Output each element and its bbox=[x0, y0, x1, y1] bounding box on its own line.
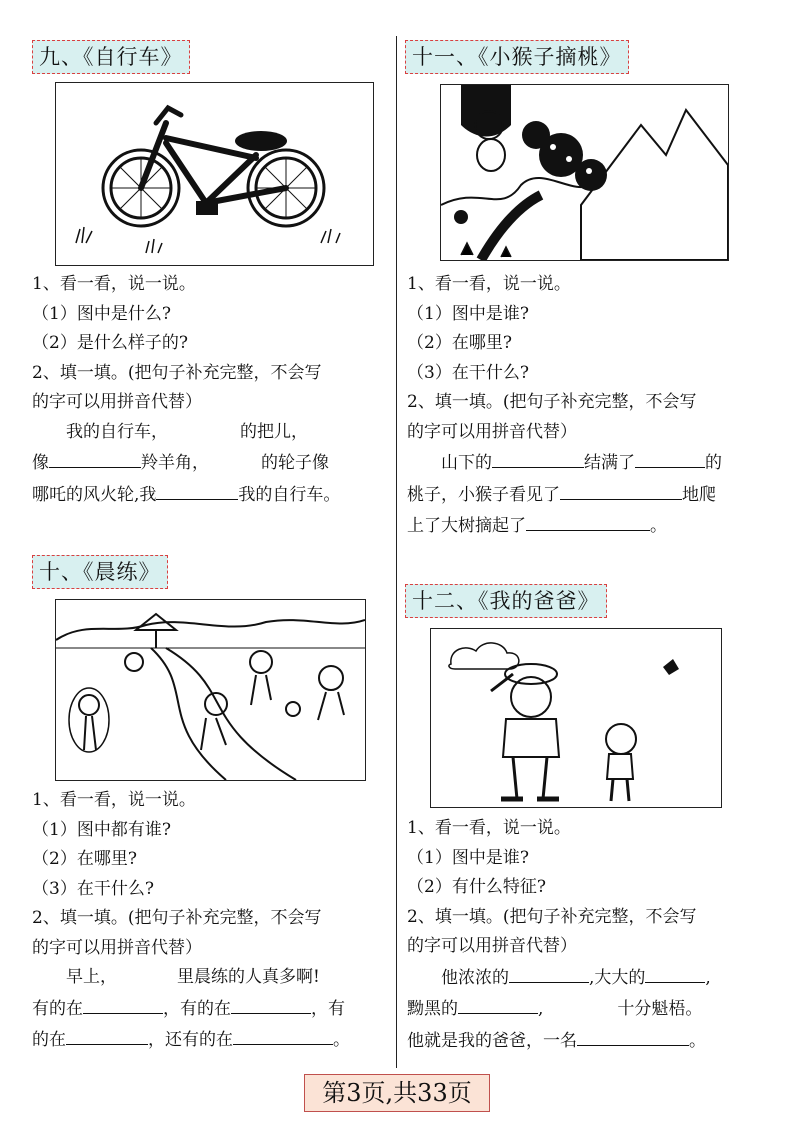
instruction-line: 2、填一填。(把句子补充完整，不会写 bbox=[407, 392, 697, 412]
fill-text: 早上， bbox=[66, 967, 117, 987]
section-morning-exercise-text bbox=[32, 786, 350, 1056]
section-my-dad bbox=[405, 584, 607, 618]
fill-blank[interactable] bbox=[577, 1025, 689, 1046]
fill-text: 。 bbox=[333, 1030, 350, 1050]
question-line: （1）图中是什么? bbox=[32, 303, 171, 324]
instruction-line: 1、看一看，说一说。 bbox=[407, 274, 571, 294]
fill-blank[interactable] bbox=[231, 993, 311, 1014]
fill-text: 我的自行车， bbox=[66, 421, 168, 442]
fill-text: , bbox=[705, 967, 711, 988]
instruction-line: 2、填一填。(把句子补充完整，不会写 bbox=[32, 908, 322, 928]
section-bicycle-text bbox=[32, 270, 340, 510]
question-line: （3）在干什么? bbox=[407, 362, 529, 383]
fill-text: 他浓浓的 bbox=[441, 967, 509, 988]
fill-text: ，还有的在 bbox=[148, 1030, 233, 1050]
fill-blank[interactable] bbox=[635, 447, 705, 468]
fill-text: 十分魁梧。 bbox=[617, 999, 703, 1019]
question-line: （3）在干什么? bbox=[32, 878, 154, 899]
fill-text: 地爬 bbox=[682, 484, 716, 505]
page-number: 第3页,共33页 bbox=[304, 1074, 490, 1112]
question-line: （2）有什么特征? bbox=[407, 877, 546, 897]
fill-text: 羚羊角， bbox=[141, 453, 209, 473]
fill-text: 他就是我的爸爸，一名 bbox=[407, 1030, 577, 1051]
fill-text: 黝黑的 bbox=[407, 999, 458, 1019]
instruction-line: 2、填一填。(把句子补充完整，不会写 bbox=[32, 362, 322, 383]
fill-text: 哪吒的风火轮,我 bbox=[32, 484, 157, 505]
fill-text: , bbox=[538, 999, 544, 1019]
section-bicycle bbox=[32, 40, 190, 74]
fill-blank[interactable] bbox=[156, 479, 238, 500]
fill-text: 山下的 bbox=[441, 453, 492, 473]
fill-blank[interactable] bbox=[458, 993, 538, 1014]
instruction-line: 1、看一看，说一说。 bbox=[407, 818, 571, 838]
question-line: （1）图中都有谁? bbox=[32, 819, 171, 840]
fill-text: 的轮子像 bbox=[261, 453, 329, 473]
question-line: （1）图中是谁? bbox=[407, 303, 529, 324]
fill-text: 桃子，小猴子看见了 bbox=[407, 484, 560, 505]
fill-blank[interactable] bbox=[560, 479, 682, 500]
question-line: （2）在哪里? bbox=[407, 333, 512, 353]
instruction-line: 的字可以用拼音代替） bbox=[32, 937, 202, 958]
column-divider bbox=[396, 36, 397, 1068]
question-line: （2）在哪里? bbox=[32, 849, 137, 869]
fill-text: 像 bbox=[32, 453, 49, 473]
fill-text: ,大大的 bbox=[589, 967, 646, 988]
fill-text: 的 bbox=[705, 453, 722, 473]
fill-text: 的在 bbox=[32, 1030, 66, 1050]
section-monkey bbox=[405, 40, 629, 74]
section-my-dad-text bbox=[407, 814, 711, 1056]
instruction-line: 的字可以用拼音代替） bbox=[407, 421, 577, 442]
section-title: 十、《晨练》 bbox=[32, 555, 168, 589]
dad-illustration bbox=[430, 628, 722, 808]
fill-blank[interactable] bbox=[66, 1024, 148, 1045]
fill-blank[interactable] bbox=[49, 447, 141, 468]
morning-exercise-illustration bbox=[55, 599, 366, 781]
instruction-line: 2、填一填。(把句子补充完整，不会写 bbox=[407, 906, 697, 927]
fill-blank[interactable] bbox=[83, 993, 163, 1014]
fill-text: 。 bbox=[650, 516, 667, 536]
instruction-line: 1、看一看，说一说。 bbox=[32, 274, 196, 294]
section-title: 十一、《小猴子摘桃》 bbox=[405, 40, 629, 74]
fill-text: 的把儿， bbox=[240, 421, 308, 442]
fill-blank[interactable] bbox=[645, 962, 705, 983]
question-line: （2）是什么样子的? bbox=[32, 333, 188, 353]
section-title: 九、《自行车》 bbox=[32, 40, 190, 74]
section-morning-exercise bbox=[32, 555, 168, 589]
fill-blank[interactable] bbox=[526, 510, 650, 531]
fill-text: 。 bbox=[689, 1030, 706, 1051]
instruction-line: 的字可以用拼音代替） bbox=[32, 392, 202, 412]
fill-text: ，有 bbox=[311, 998, 345, 1019]
fill-blank[interactable] bbox=[492, 447, 584, 468]
section-monkey-text bbox=[407, 270, 722, 542]
fill-text: 有的在 bbox=[32, 998, 83, 1019]
monkey-illustration bbox=[440, 84, 729, 261]
section-title: 十二、《我的爸爸》 bbox=[405, 584, 607, 618]
fill-text: 结满了 bbox=[584, 453, 635, 473]
fill-text: 上了大树摘起了 bbox=[407, 516, 526, 536]
fill-text: ，有的在 bbox=[163, 998, 231, 1019]
instruction-line: 1、看一看，说一说。 bbox=[32, 790, 196, 810]
fill-text: 我的自行车。 bbox=[238, 484, 341, 505]
question-line: （1）图中是谁? bbox=[407, 847, 529, 868]
fill-text: 里晨练的人真多啊! bbox=[177, 967, 320, 987]
fill-blank[interactable] bbox=[233, 1024, 333, 1045]
instruction-line: 的字可以用拼音代替） bbox=[407, 936, 577, 956]
bicycle-illustration bbox=[55, 82, 374, 266]
fill-blank[interactable] bbox=[509, 962, 589, 983]
